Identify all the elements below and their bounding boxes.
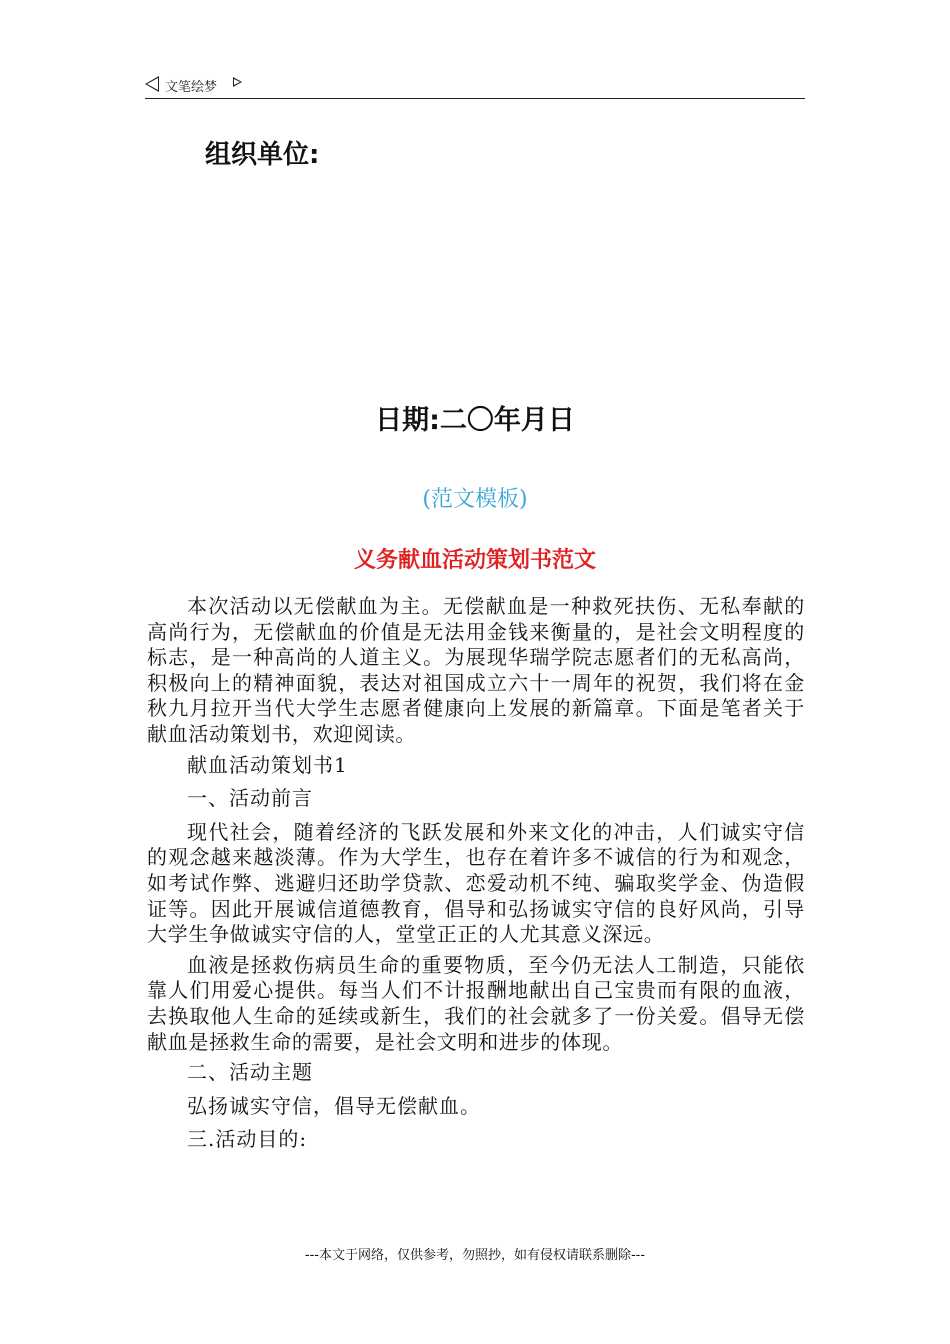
document-body (147, 594, 805, 1161)
document-title: 义务献血活动策划书范文 (353, 548, 596, 573)
triangle-left-icon (145, 76, 159, 92)
org-label: 组织单位: (205, 140, 320, 170)
triangle-right-icon (233, 77, 242, 87)
page-footer: ---本文于网络，仅供参考，勿照抄，如有侵权请联系删除--- (304, 1248, 646, 1263)
paragraph: 弘扬诚实守信，倡导无偿献血。 (187, 1093, 481, 1118)
section-heading: 三.活动目的: (187, 1127, 308, 1152)
section-heading: 献血活动策划书1 (187, 752, 348, 777)
section-heading: 二、活动主题 (187, 1060, 313, 1085)
paragraph: 血液是拯救伤病员生命的重要物质，至今仍无法人工制造，只能依靠人们用爱心提供。每当人们不计报酬地献出自己宝贵而有限的血液，去换取他人生命的延续或新生，我们的社会就多了一份关爱。倡导无偿献血是拯救生命的需要，是社会文明和进步的体现。 (147, 952, 805, 1054)
paragraph: 现代社会，随着经济的飞跃发展和外来文化的冲击，人们诚实守信的观念越来越淡薄。作为大学生，也存在着许多不诚信的行为和观念，如考试作弊、逃避归还助学贷款、恋爱动机不纯、骗取奖学金、伪造假证等。因此开展诚信道德教育，倡导和弘扬诚实守信的良好风尚，引导大学生争做诚实守信的人，堂堂正正的人尤其意义深远。 (147, 819, 805, 947)
header-text: 文笔绘梦 (165, 80, 218, 95)
paragraph-intro: 本次活动以无偿献血为主。无偿献血是一种救死扶伤、无私奉献的高尚行为，无偿献血的价值是无法用金钱来衡量的，是社会文明程度的标志，是一种高尚的人道主义。为展现华瑞学院志愿者们的无私高尚，积极向上的精神面貌，表达对祖国成立六十一周年的祝贺，我们将在金秋九月拉开当代大学生志愿者健康向上发展的新篇章。下面是笔者关于献血活动策划书，欢迎阅读。 (147, 594, 805, 746)
date-label: 日期:二〇年月日 (375, 405, 575, 436)
section-heading: 一、活动前言 (187, 786, 313, 811)
page-header (145, 72, 805, 99)
template-label: (范文模板) (422, 487, 528, 512)
